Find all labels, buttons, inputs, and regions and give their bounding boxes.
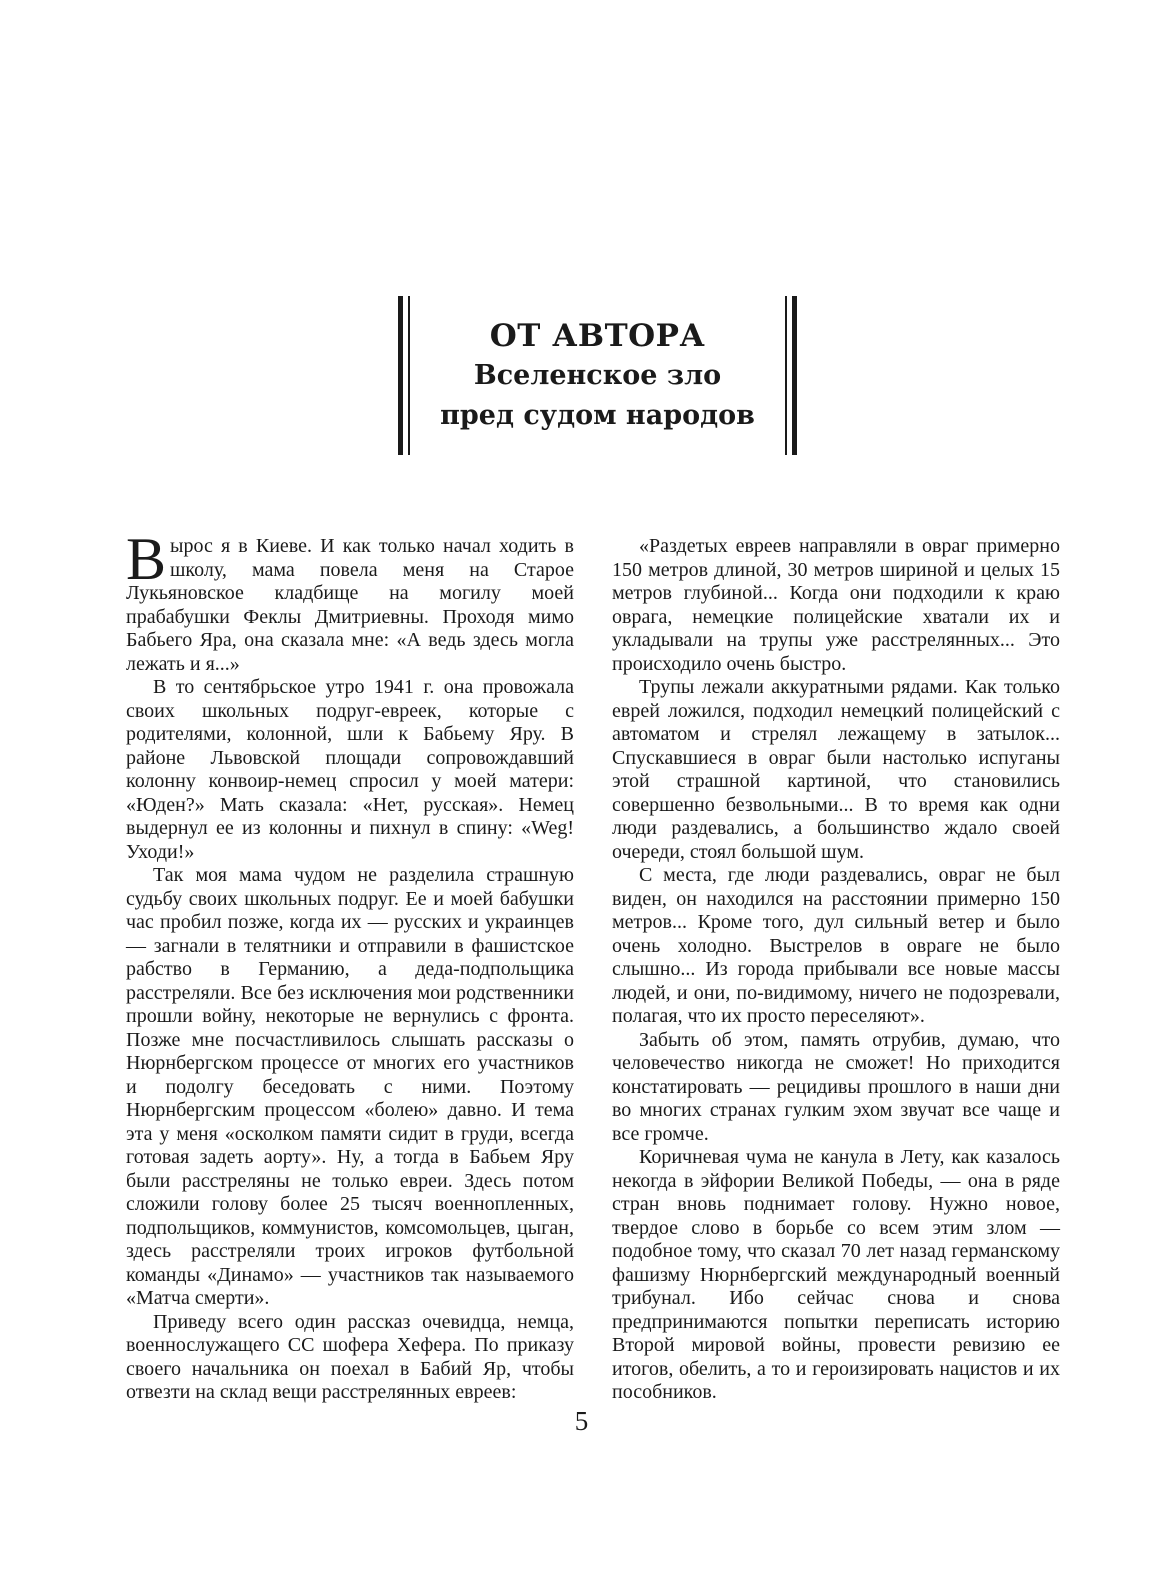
paragraph [126, 526, 574, 676]
paragraph: Забыть об этом, память отрубив, думаю, что человечество никогда не сможет! Но приходится констатировать — рецидивы прошлого в наши дни во многих странах гулким эхом звучат все чаще и все громче. [612, 1028, 1060, 1145]
frame-right-thick-rule [792, 296, 797, 455]
paragraph: «Раздетых евреев направляли в овраг примерно 150 метров длиной, 30 метров шириной и целых 15 метров глубиной... Когда они подходили к краю оврага, немецкие полицейские хватали их и укладывали на трупы уже расстрелянных... Это происходило очень быстро. [612, 535, 1060, 675]
chapter-heading [412, 316, 783, 436]
frame-right-thin-rule [785, 296, 787, 455]
right-text-column [612, 535, 1060, 1405]
page-number: 5 [574, 1406, 589, 1436]
chapter-title: ОТ АВТОРА [489, 318, 706, 354]
frame-left-thick-rule [398, 296, 403, 455]
chapter-subtitle-line-1: Вселенское зло [473, 360, 722, 391]
paragraph: Коричневая чума не канула в Лету, как казалось некогда в эйфории Великой Победы, — она в ряде стран вновь поднимает голову. Нужно новое, твердое слово в борьбе со всем этим злом — подобное тому, что сказал 70 лет назад германскому фашизму Нюрнбергский международный военный трибунал. Ибо сейчас снова и снова предпринимаются попытки переписать историю Второй мировой войны, провести ревизию ее итогов, обелить, а то и героизировать нацистов и их пособников. [612, 1146, 1060, 1403]
chapter-subtitle-line-2: пред судом народов [440, 400, 755, 431]
paragraph: В то сентябрьское утро 1941 г. она провожала своих школьных подруг-евреек, которые с родителями, колонной, шли к Бабьему Яру. В районе Львовской площади сопровождавший колонну конвоир-немец спросил у моей матери: «Юден?» Мать сказала: «Нет, русская». Немец выдернул ее из колонны и пихнул в спину: «Weg! Уходи!» [126, 676, 574, 863]
chapter-heading-frame [398, 296, 797, 455]
frame-left-thin-rule [408, 296, 410, 455]
paragraph: С места, где люди раздевались, овраг не был виден, он находился на расстоянии примерно 150 метров... Кроме того, дул сильный ветер и было очень холодно. Выстрелов в овраге не было слышно... Из города прибывали все новые массы людей, и они, по-видимому, ничего не подозревали, полагая, что их просто переселяют». [612, 864, 1060, 1027]
left-text-column [126, 526, 574, 1405]
paragraph: Приведу всего один рассказ очевидца, немца, военнослужащего СС шофера Хефера. По приказу своего начальника он поехал в Бабий Яр, чтобы отвезти на склад вещи расстрелянных евреев: [126, 1310, 574, 1403]
paragraph-text: ырос я в Киеве. И как только начал ходить в школу, мама повела меня на Старое Лукьяновское кладбище на могилу моей прабабушки Феклы Дмитриевны. Проходя мимо Бабьего Яра, она сказала мне: «А ведь здесь могла лежать и я...» [126, 535, 574, 675]
paragraph: Трупы лежали аккуратными рядами. Как только еврей ложился, подходил немецкий полицейский с автоматом и стрелял лежащему в затылок... Спускавшиеся в овраг были настолько испуганы этой страшной картиной, что становились совершенно безвольными... В то время как одни люди раздевались, а большинство ждало своей очереди, стоял большой шум. [612, 676, 1060, 863]
drop-cap: В [126, 526, 167, 592]
paragraph: Так моя мама чудом не разделила страшную судьбу своих школьных подруг. Ее и моей бабушки час пробил позже, когда их — русских и украинцев — загнали в телятники и отправили в фашистское рабство в Германию, а деда-подпольщика расстреляли. Все без исключения мои родственники прошли войну, некоторые не вернулись с фронта. Позже мне посчастливилось слышать рассказы о Нюрнбергском процессе от многих его участников и подолгу беседовать с ними. Поэтому Нюрнбергским процессом «болею» давно. И тема эта у меня «осколком памяти сидит в груди, всегда готовая задеть аорту». Ну, а тогда в Бабьем Яру были расстреляны не только евреи. Здесь потом сложили голову более 25 тысяч военнопленных, подпольщиков, коммунистов, комсомольцев, цыган, здесь расстреляли троих игроков футбольной команды «Динамо» — участников так называемого «Матча смерти». [126, 864, 574, 1309]
